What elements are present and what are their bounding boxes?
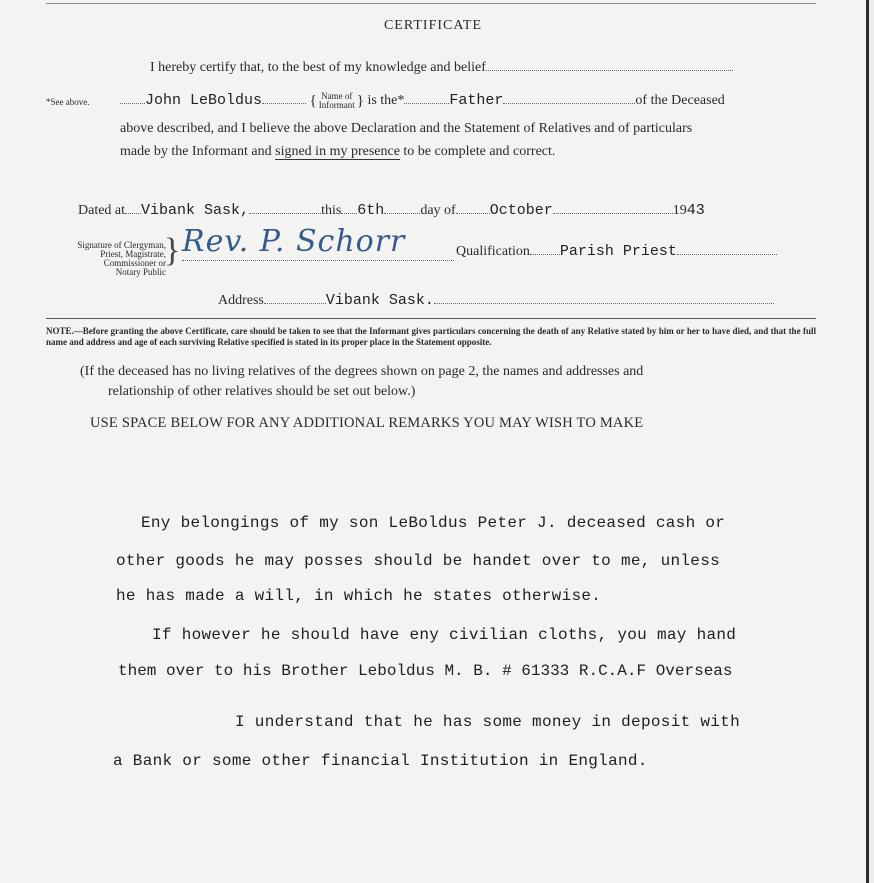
signature-handwritten: Rev. P. Schorr <box>182 224 406 259</box>
qualification-label: Qualification <box>456 244 530 259</box>
remark-line-3: he has made a will, in which he states otherwise. <box>116 587 602 605</box>
year-suffix: 43 <box>686 202 705 219</box>
address-label: Address <box>218 293 264 308</box>
dated-month: October <box>489 202 553 219</box>
intro-text: I hereby certify that, to the best of my knowledge and belief <box>150 60 486 75</box>
remark-line-6: I understand that he has some money in deposit with <box>235 713 740 731</box>
informant-line: John LeBoldus { Name of Informant } is the* Father of the Deceased <box>120 92 725 110</box>
day-of-label: day of <box>420 203 456 218</box>
name-of-label: Name of <box>321 91 353 101</box>
certificate-title: CERTIFICATE <box>383 18 483 33</box>
body-line-1: above described, and I believe the above Declaration and the Statement of Relatives and of particulars <box>120 121 693 136</box>
remark-line-4: If however he should have eny civilian cloths, you may hand <box>152 626 737 644</box>
year-prefix: 19 <box>672 203 687 218</box>
signed-in-presence: signed in my presence <box>275 144 400 159</box>
signature-field <box>182 224 454 261</box>
dated-at-label: Dated at <box>78 203 126 218</box>
dated-day: 6th <box>357 202 385 219</box>
this-label: this <box>321 203 342 218</box>
remark-line-5: them over to his Brother Leboldus M. B. # 61333 R.C.A.F Overseas <box>118 662 733 680</box>
note-text: NOTE.—Before granting the above Certificate, care should be taken to see that the Informant gives particulars concerning the death of any Relative stated by him or her to have died, and that the full name and address and age of each surviving Relative specified is stated in its proper place in the Statement opposite. <box>46 326 816 347</box>
dated-place: Vibank Sask, <box>141 202 250 219</box>
top-rule <box>46 3 816 4</box>
informant-label: Informant <box>318 100 355 110</box>
intro-line <box>150 60 733 76</box>
signature-brace: } <box>164 232 181 269</box>
qualification-value: Parish Priest <box>559 243 677 260</box>
signature-label-block: Signature of Clergyman, Priest, Magistrate, Commissioner or Notary Public <box>77 240 166 277</box>
address-value: Vibank Sask. <box>325 292 434 309</box>
informant-name: John LeBoldus <box>145 92 263 110</box>
dated-line <box>78 202 705 219</box>
remark-line-2: other goods he may posses should be handet over to me, unless <box>116 552 720 570</box>
see-above-note: *See above. <box>46 97 90 107</box>
remark-line-1: Eny belongings of my son LeBoldus Peter J. deceased cash or <box>141 514 726 532</box>
remarks-heading: USE SPACE BELOW FOR ANY ADDITIONAL REMARKS YOU MAY WISH TO MAKE <box>90 415 644 431</box>
qualification-line <box>456 243 777 260</box>
relationship-value: Father <box>449 92 504 110</box>
of-deceased-label: of the Deceased <box>635 93 725 109</box>
address-line <box>218 292 774 309</box>
relatives-note-line-1: (If the deceased has no living relatives of the degrees shown on page 2, the names and addresses and <box>80 364 644 379</box>
remark-line-7: a Bank or some other financial Institution in England. <box>113 752 648 770</box>
is-the-label: is the* <box>367 93 405 109</box>
divider-rule <box>46 318 816 319</box>
relatives-note-line-2: relationship of other relatives should be set out below.) <box>108 384 416 399</box>
body-line-2: made by the Informant and signed in my presence to be complete and correct. <box>120 144 556 159</box>
